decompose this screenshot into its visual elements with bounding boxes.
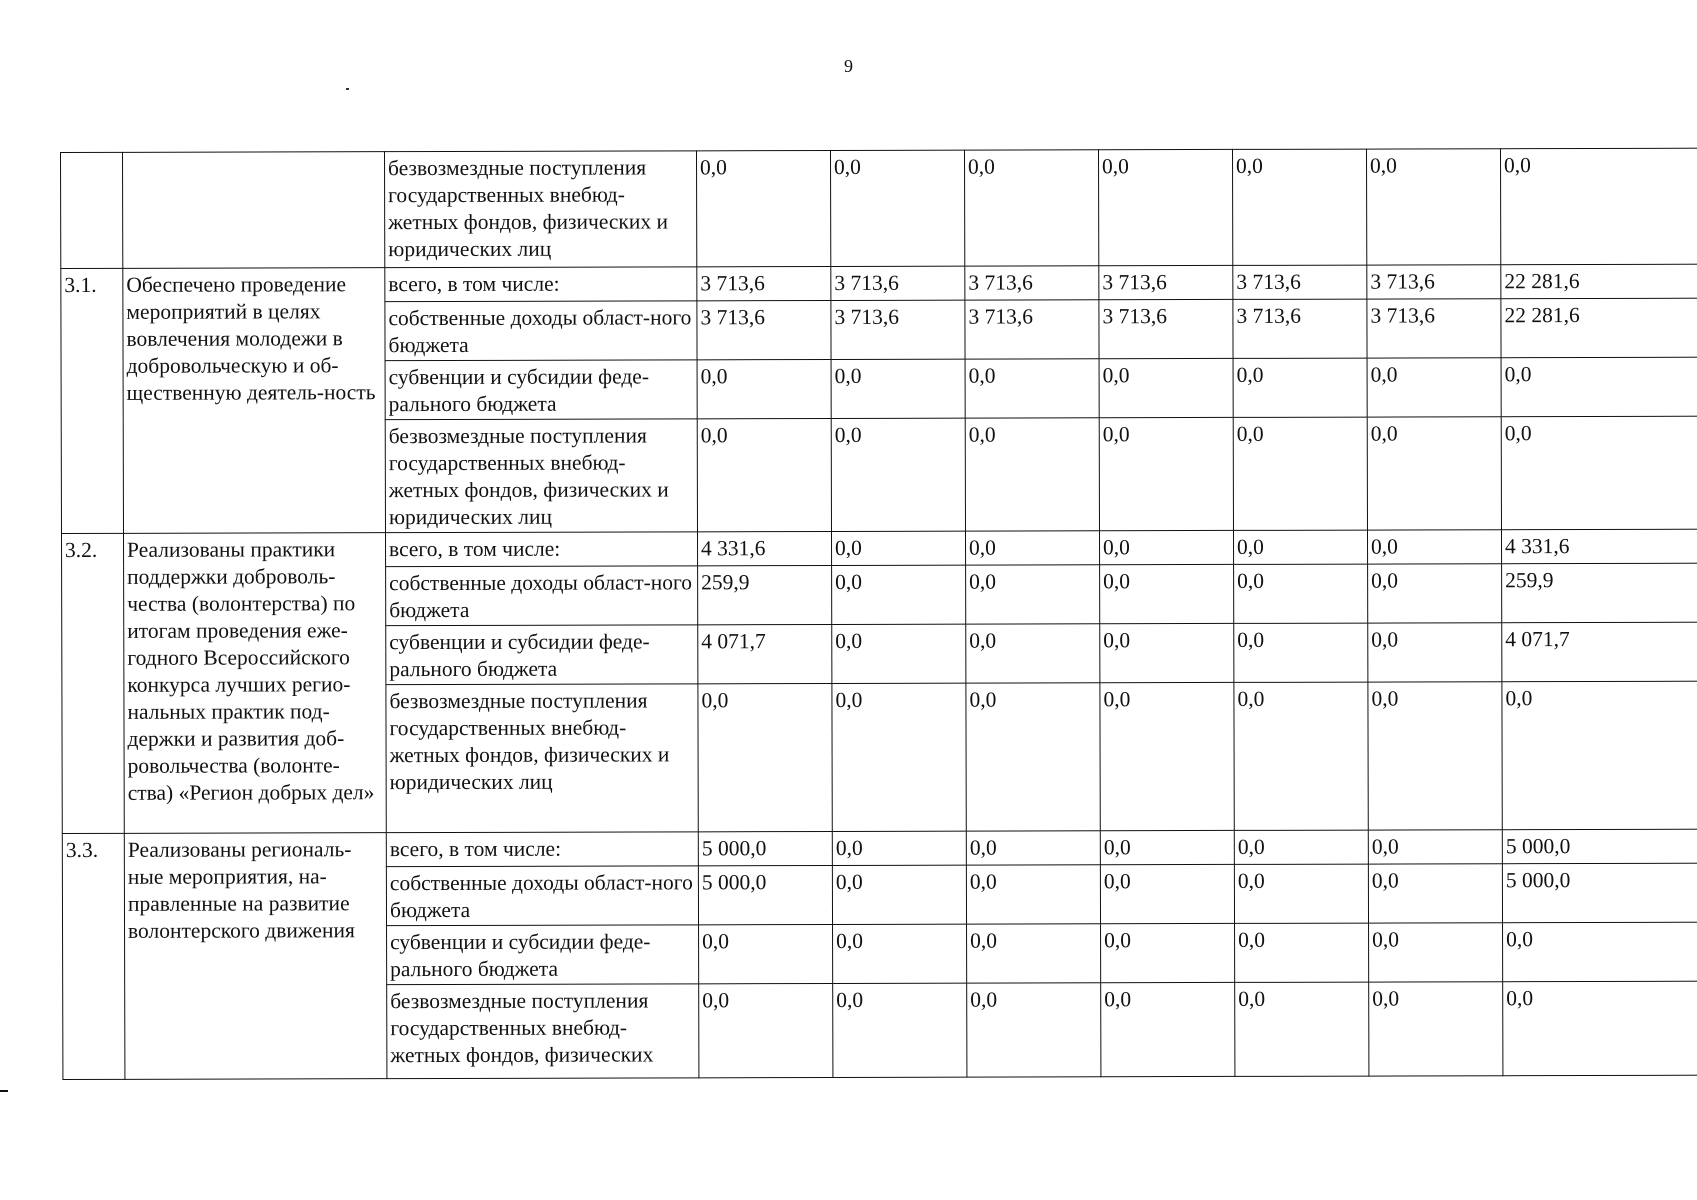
year-value-cell: 0,0 [1368,682,1502,830]
total-value-cell: 4 071,7 [1502,622,1697,682]
table-row [61,148,1697,268]
year-value-cell: 0,0 [832,865,966,924]
funding-source-cell: безвозмездные поступления государственных внебюд-жетных фондов, физических и юридических лиц [385,151,697,268]
year-value-cell: 3 713,6 [1099,265,1233,299]
page-number: 9 [844,56,853,76]
funding-source-cell: всего, в том числе: [385,267,697,302]
year-value-cell: 0,0 [696,150,830,266]
year-value-cell: 0,0 [1368,830,1502,864]
year-value-cell: 0,0 [1232,149,1366,265]
year-value-cell: 0,0 [1101,982,1235,1076]
year-value-cell: 4 071,7 [698,624,832,683]
year-value-cell: 0,0 [965,531,1099,565]
funding-source-cell: собственные доходы област-ного бюджета [385,301,697,361]
funding-source-cell: всего, в том числе: [385,532,697,567]
funding-source-cell: безвозмездные поступления государственных внебюд-жетных фондов, физических и юридических лиц [385,419,697,533]
total-value-cell: 259,9 [1502,563,1697,623]
year-value-cell: 0,0 [1367,358,1501,417]
year-value-cell: 0,0 [964,150,1098,266]
item-name-cell: Реализованы практики поддержки доброволь-чества (волонтерства) по итогам проведения еже-годного Всероссийского конкурса лучших регио-нальных практик под-держки и развития доб-ровольчества (волонте-ства) «Регион добрых дел» [123,533,386,834]
year-value-cell: 0,0 [832,565,966,624]
total-value-cell: 5 000,0 [1502,863,1697,923]
year-value-cell: 0,0 [965,418,1099,531]
year-value-cell: 3 713,6 [965,300,1099,359]
year-value-cell: 0,0 [1234,623,1368,682]
year-value-cell: 0,0 [1234,864,1368,923]
year-value-cell: 3 713,6 [1233,265,1367,299]
total-value-cell: 0,0 [1501,357,1697,417]
year-value-cell: 0,0 [1100,830,1234,864]
year-value-cell: 0,0 [1233,358,1367,417]
year-value-cell: 0,0 [1368,564,1502,623]
year-value-cell: 0,0 [699,924,833,983]
item-name-cell: Реализованы региональ-ные мероприятия, на-правленные на развитие волонтерского движения [124,833,387,1080]
year-value-cell: 0,0 [1100,864,1234,923]
year-value-cell: 0,0 [966,624,1100,683]
year-value-cell: 3 713,6 [1099,299,1233,358]
year-value-cell: 0,0 [1101,923,1235,982]
total-value-cell: 4 331,6 [1501,529,1697,564]
funding-source-cell: всего, в том числе: [386,832,698,867]
table-row [61,529,1697,567]
year-value-cell: 0,0 [833,983,967,1077]
year-value-cell: 4 331,6 [697,531,831,565]
total-value-cell: 22 281,6 [1501,298,1697,358]
margin-mark [0,1090,8,1092]
year-value-cell: 5 000,0 [698,865,832,924]
scan-speck [346,88,349,90]
year-value-cell: 0,0 [1235,923,1369,982]
funding-source-cell: субвенции и субсидии феде-рального бюджета [386,625,698,685]
year-value-cell: 0,0 [697,418,831,531]
year-value-cell: 0,0 [1369,982,1503,1076]
year-value-cell: 0,0 [1233,417,1367,530]
year-value-cell: 0,0 [1367,417,1501,530]
year-value-cell: 3 713,6 [697,300,831,359]
year-value-cell: 0,0 [833,924,967,983]
table-row [61,264,1697,302]
year-value-cell: 0,0 [966,831,1100,865]
year-value-cell: 0,0 [1099,530,1233,564]
year-value-cell: 0,0 [1098,149,1232,265]
year-value-cell: 3 713,6 [831,266,965,300]
year-value-cell: 0,0 [1099,358,1233,417]
item-number-cell: 3.1. [61,268,124,533]
year-value-cell: 0,0 [699,983,833,1077]
year-value-cell: 0,0 [966,865,1100,924]
item-number-cell [61,152,123,268]
year-value-cell: 0,0 [1233,530,1367,564]
year-value-cell: 0,0 [830,150,964,266]
year-value-cell: 0,0 [1100,682,1234,830]
year-value-cell: 0,0 [1234,682,1368,830]
total-value-cell: 0,0 [1502,681,1697,830]
funding-source-cell: субвенции и субсидии феде-рального бюджета [387,925,699,985]
year-value-cell: 3 713,6 [1367,299,1501,358]
year-value-cell: 0,0 [1100,623,1234,682]
total-value-cell: 0,0 [1503,922,1697,982]
funding-source-cell: собственные доходы област-ного бюджета [386,866,698,926]
total-value-cell: 22 281,6 [1501,264,1697,299]
year-value-cell: 0,0 [832,683,966,831]
year-value-cell: 0,0 [1234,830,1368,864]
year-value-cell: 0,0 [1366,149,1500,265]
item-number-cell: 3.3. [62,833,125,1079]
item-name-cell: Обеспечено проведение мероприятий в целях вовлечения молодежи в добровольческую и об-щественную деятель-ность [123,268,386,534]
year-value-cell: 3 713,6 [1367,265,1501,299]
year-value-cell: 0,0 [698,683,832,831]
year-value-cell: 0,0 [1235,982,1369,1076]
total-value-cell: 0,0 [1500,148,1697,265]
table-row [62,829,1697,867]
year-value-cell: 0,0 [1234,564,1368,623]
year-value-cell: 0,0 [832,831,966,865]
year-value-cell: 3 713,6 [697,266,831,300]
total-value-cell: 0,0 [1503,981,1697,1076]
year-value-cell: 0,0 [831,531,965,565]
year-value-cell: 0,0 [966,565,1100,624]
year-value-cell: 0,0 [1367,530,1501,564]
item-name-cell [123,152,385,269]
funding-source-cell: субвенции и субсидии феде-рального бюджета [385,360,697,420]
year-value-cell: 3 713,6 [965,266,1099,300]
year-value-cell: 0,0 [697,359,831,418]
year-value-cell: 0,0 [832,624,966,683]
year-value-cell: 259,9 [698,565,832,624]
year-value-cell: 3 713,6 [1233,299,1367,358]
budget-table [60,148,1697,1080]
year-value-cell: 0,0 [831,418,965,531]
year-value-cell: 5 000,0 [698,831,832,865]
total-value-cell: 0,0 [1501,416,1697,530]
year-value-cell: 0,0 [966,683,1100,831]
funding-source-cell: безвозмездные поступления государственных внебюд-жетных фондов, физических [387,984,699,1079]
funding-source-cell: безвозмездные поступления государственных внебюд-жетных фондов, физических и юридических лиц [386,684,698,833]
year-value-cell: 0,0 [1368,864,1502,923]
year-value-cell: 0,0 [967,983,1101,1077]
item-number-cell: 3.2. [61,533,124,833]
funding-source-cell: собственные доходы област-ного бюджета [386,566,698,626]
year-value-cell: 0,0 [1368,623,1502,682]
year-value-cell: 0,0 [831,359,965,418]
year-value-cell: 0,0 [1099,417,1233,530]
year-value-cell: 0,0 [1369,923,1503,982]
year-value-cell: 0,0 [1100,564,1234,623]
year-value-cell: 0,0 [965,359,1099,418]
year-value-cell: 0,0 [967,924,1101,983]
total-value-cell: 5 000,0 [1502,829,1697,864]
year-value-cell: 3 713,6 [831,300,965,359]
